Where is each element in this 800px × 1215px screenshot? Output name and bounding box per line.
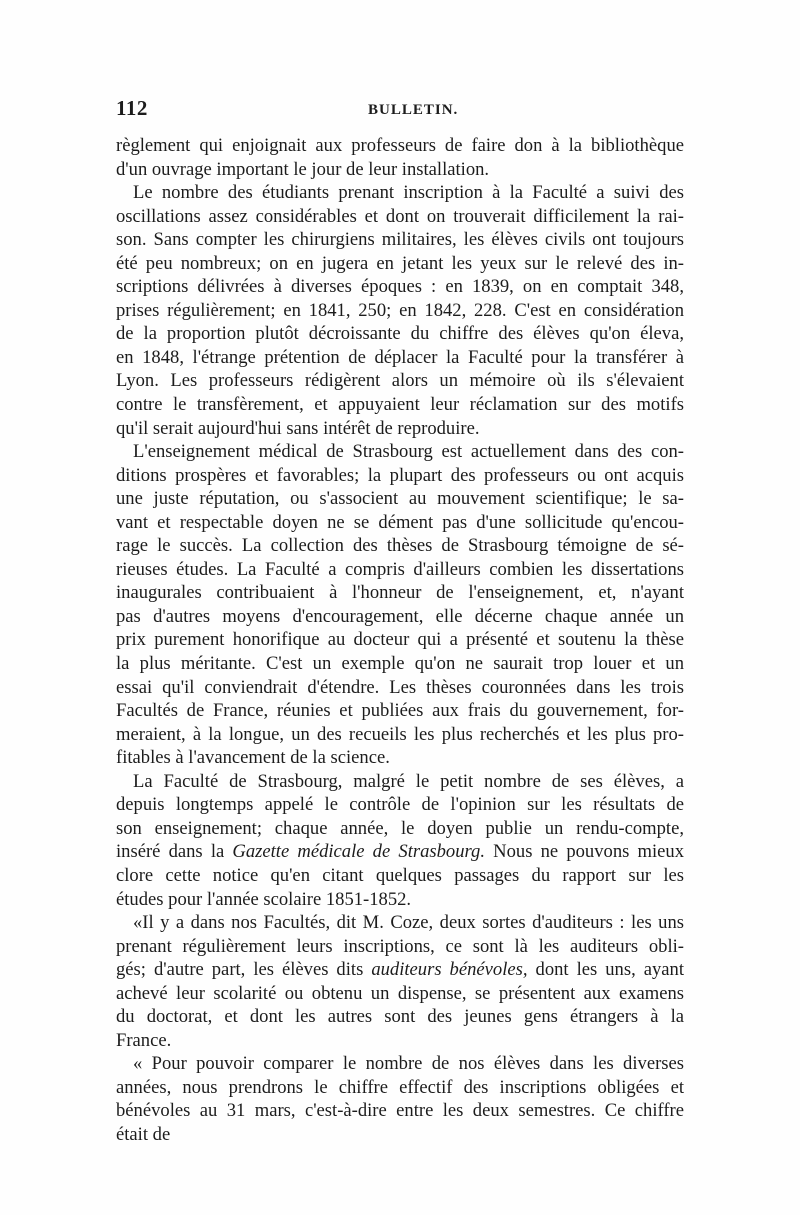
line-text: Facultés de France, réunies et publiées aux frais du gouvernement, for- <box>116 700 684 722</box>
text-line <box>116 417 684 441</box>
page-header <box>116 96 686 126</box>
text-line <box>116 1029 684 1053</box>
line-text: son enseignement; chaque année, le doyen publie un rendu-compte, <box>116 817 684 839</box>
text-line <box>116 770 684 794</box>
text-line <box>116 1005 684 1029</box>
line-text-continued: dont les uns, ayant <box>527 959 684 981</box>
italic-text: auditeurs bénévoles, <box>371 959 528 981</box>
text-line <box>116 746 684 770</box>
line-text: rieuses études. La Faculté a compris d'ailleurs combien les dissertations <box>116 558 684 580</box>
line-text: était de <box>116 1123 171 1145</box>
line-text: clore cette notice qu'en citant quelques passages du rapport sur les <box>116 864 684 886</box>
line-text: prises régulièrement; en 1841, 250; en 1842, 228. C'est en considération <box>116 299 684 321</box>
italic-text: Gazette médicale de Strasbourg. <box>232 841 486 863</box>
line-text: depuis longtemps appelé le contrôle de l'opinion sur les résultats de <box>116 794 684 816</box>
text-line <box>116 605 684 629</box>
line-text: une juste réputation, ou s'associent au mouvement scientifique; le sa- <box>116 488 684 510</box>
text-line <box>116 958 684 982</box>
text-line <box>116 699 684 723</box>
line-text: contre le transfèrement, et appuyaient leur réclamation sur des motifs <box>116 394 684 416</box>
text-line <box>116 888 684 912</box>
text-line <box>116 1052 684 1076</box>
line-text: fitables à l'avancement de la science. <box>116 747 390 769</box>
line-text: « Pour pouvoir comparer le nombre de nos élèves dans les diverses <box>133 1053 684 1075</box>
line-text: d'un ouvrage important le jour de leur installation. <box>116 158 490 180</box>
text-line <box>116 1076 684 1100</box>
text-line <box>116 982 684 1006</box>
text-line <box>116 1123 684 1147</box>
text-line <box>116 205 684 229</box>
line-text: qu'il serait aujourd'hui sans intérêt de reproduire. <box>116 417 480 439</box>
line-text: France. <box>116 1029 172 1051</box>
line-text: essai qu'il conviendrait d'étendre. Les thèses couronnées dans les trois <box>116 676 684 698</box>
line-text: du doctorat, et dont les autres sont des jeunes gens étrangers à la <box>116 1006 684 1028</box>
text-line <box>116 440 684 464</box>
text-line <box>116 652 684 676</box>
text-line <box>116 840 684 864</box>
body-text <box>116 134 684 1147</box>
text-line <box>116 369 684 393</box>
line-text: prenant régulièrement leurs inscriptions, ce sont là les auditeurs obli- <box>116 935 684 957</box>
line-text: en 1848, l'étrange prétention de déplacer la Faculté pour la transférer à <box>116 346 684 368</box>
text-line <box>116 817 684 841</box>
line-text: gés; d'autre part, les élèves dits <box>116 959 372 981</box>
line-text: inaugurales contribuaient à l'honneur de l'enseignement, et, n'ayant <box>116 582 684 604</box>
line-text: son. Sans compter les chirurgiens militaires, les élèves civils ont toujours <box>116 229 684 251</box>
line-text: années, nous prendrons le chiffre effectif des inscriptions obligées et <box>116 1076 684 1098</box>
text-line <box>116 793 684 817</box>
line-text: inséré dans la <box>116 841 233 863</box>
line-text: scriptions délivrées à diverses époques : en 1839, on en comptait 348, <box>116 276 684 298</box>
page-number: 112 <box>116 96 148 120</box>
line-text: de la proportion plutôt décroissante du chiffre des élèves qu'on éleva, <box>116 323 684 345</box>
line-text: oscillations assez considérables et dont on trouverait difficilement la rai- <box>116 205 684 227</box>
line-text: rage le succès. La collection des thèses de Strasbourg témoigne de sé- <box>116 535 684 557</box>
text-line <box>116 158 684 182</box>
text-line <box>116 487 684 511</box>
text-line <box>116 464 684 488</box>
line-text: achevé leur scolarité ou obtenu un dispense, se présentent aux examens <box>116 982 684 1004</box>
line-text: prix purement honorifique au docteur qui a présenté et soutenu la thèse <box>116 629 684 651</box>
running-title: BULLETIN. <box>368 102 459 118</box>
text-line <box>116 299 684 323</box>
text-line <box>116 1099 684 1123</box>
text-line <box>116 275 684 299</box>
line-text: pas d'autres moyens d'encouragement, elle décerne chaque année un <box>116 605 684 627</box>
text-line <box>116 558 684 582</box>
text-line <box>116 935 684 959</box>
line-text-continued: Nous ne pouvons mieux <box>485 841 684 863</box>
text-line <box>116 252 684 276</box>
line-text: règlement qui enjoignait aux professeurs de faire don à la bibliothèque <box>116 135 684 156</box>
text-line <box>116 346 684 370</box>
line-text: ditions prospères et favorables; la plupart des professeurs ou ont acquis <box>116 464 684 486</box>
text-line <box>116 322 684 346</box>
text-line <box>116 723 684 747</box>
text-line <box>116 228 684 252</box>
text-line <box>116 134 684 158</box>
line-text: L'enseignement médical de Strasbourg est actuellement dans des con- <box>133 441 684 463</box>
text-line <box>116 864 684 888</box>
text-line <box>116 181 684 205</box>
text-line <box>116 911 684 935</box>
line-text: vant et respectable doyen ne se dément pas d'une sollicitude qu'encou- <box>116 511 684 533</box>
line-text: été peu nombreux; on en jugera en jetant les yeux sur le relevé des in- <box>116 252 684 274</box>
line-text: Lyon. Les professeurs rédigèrent alors un mémoire où ils s'élevaient <box>116 370 684 392</box>
line-text: La Faculté de Strasbourg, malgré le petit nombre de ses élèves, a <box>133 770 684 792</box>
text-line <box>116 676 684 700</box>
text-line <box>116 628 684 652</box>
text-line <box>116 534 684 558</box>
line-text: bénévoles au 31 mars, c'est-à-dire entre les deux semestres. Ce chiffre <box>116 1100 684 1122</box>
text-line <box>116 511 684 535</box>
line-text: Le nombre des étudiants prenant inscription à la Faculté a suivi des <box>133 182 684 204</box>
line-text: «Il y a dans nos Facultés, dit M. Coze, deux sortes d'auditeurs : les uns <box>133 912 684 934</box>
line-text: meraient, à la longue, un des recueils les plus recherchés et les plus pro- <box>116 723 684 745</box>
line-text: études pour l'année scolaire 1851-1852. <box>116 888 412 910</box>
text-line <box>116 393 684 417</box>
text-line <box>116 581 684 605</box>
line-text: la plus méritante. C'est un exemple qu'on ne saurait trop louer et un <box>116 653 684 675</box>
